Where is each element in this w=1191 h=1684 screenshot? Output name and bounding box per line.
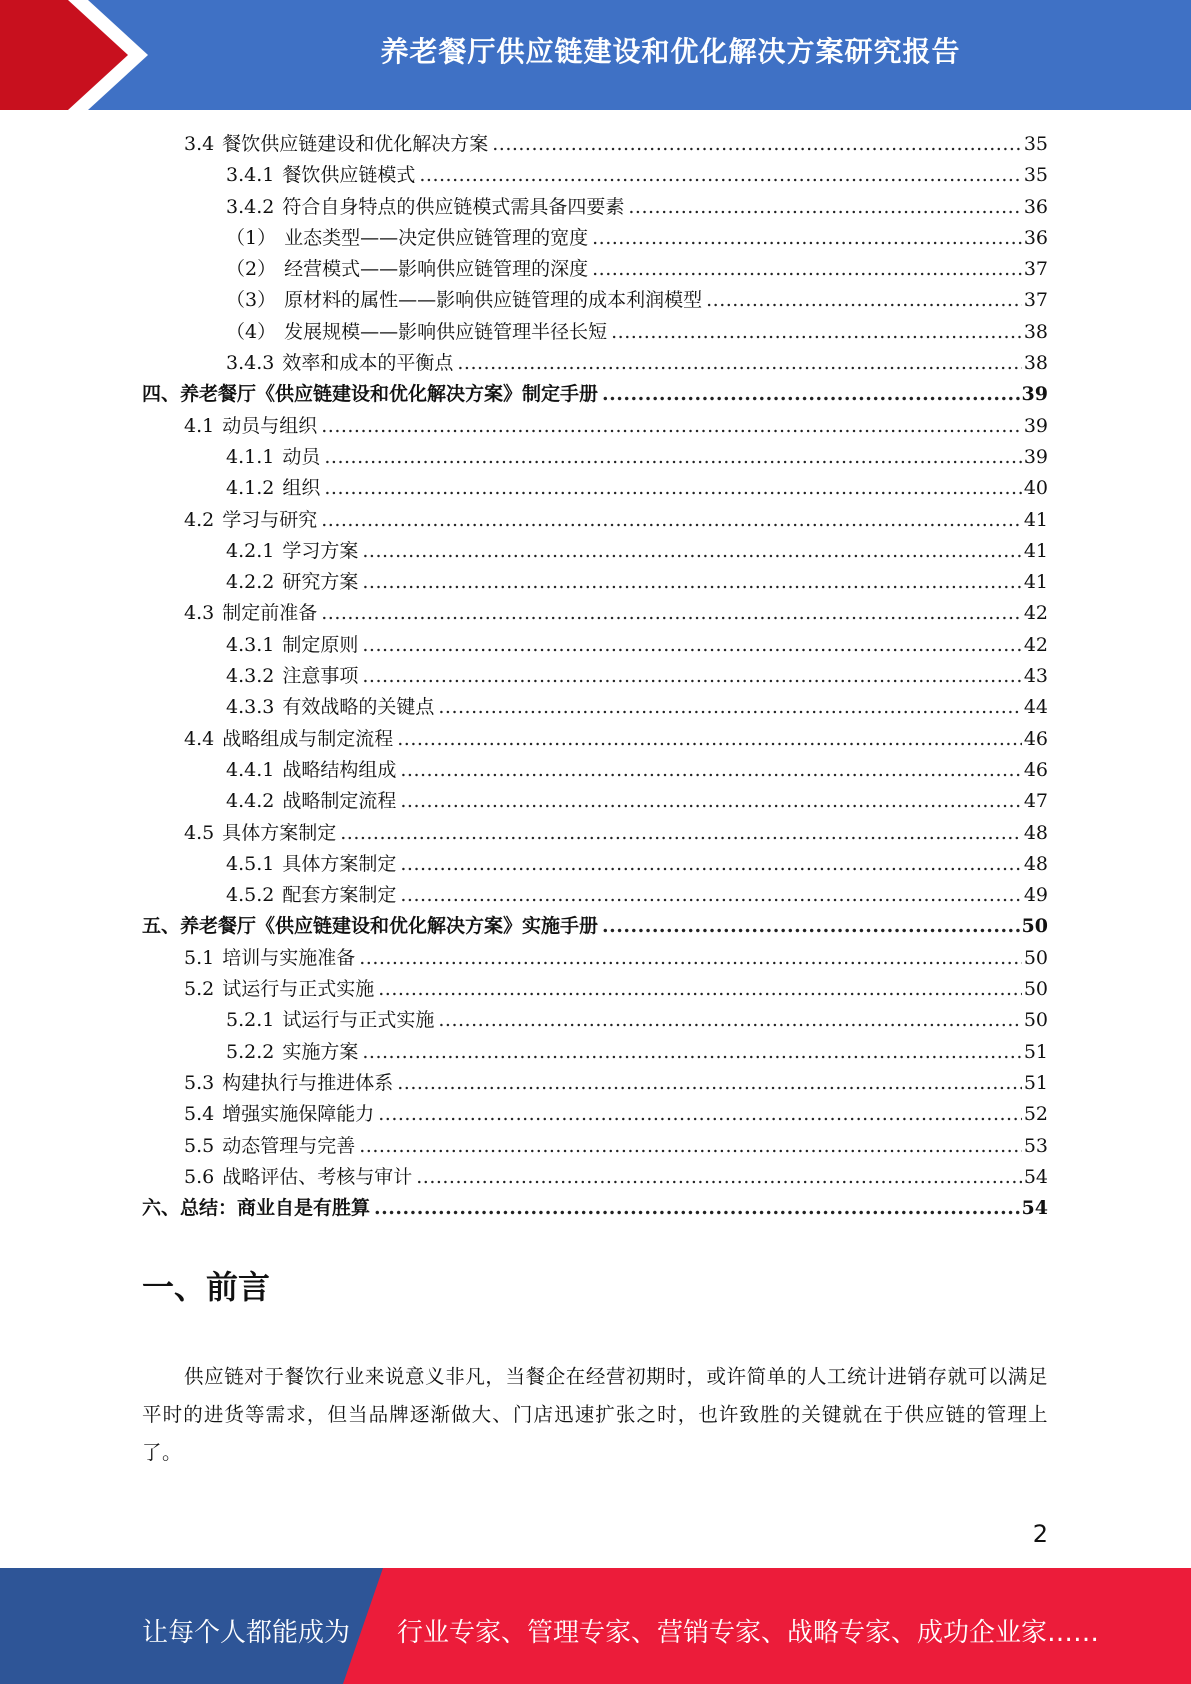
header-arrow-decoration	[0, 0, 150, 110]
toc-entry-page: 44	[1023, 696, 1048, 719]
toc-entry-page: 54	[1021, 1197, 1048, 1220]
toc-dot-leader	[706, 285, 1022, 316]
toc-entry[interactable]	[142, 160, 1048, 191]
toc-entry-page: 47	[1023, 790, 1048, 813]
toc-entry-number: 4.2	[184, 508, 215, 531]
toc-dot-leader	[378, 974, 1022, 1005]
toc-entry-number: 4.5.2	[226, 884, 275, 907]
toc-entry-number: 3.4	[184, 133, 215, 155]
toc-dot-leader	[321, 505, 1022, 536]
toc-entry-page: 39	[1023, 414, 1048, 437]
toc-entry[interactable]	[142, 129, 1048, 160]
toc-dot-leader	[397, 724, 1022, 755]
toc-entry-label: 动态管理与完善	[222, 1134, 356, 1157]
toc-entry-number: 4.3	[184, 602, 215, 625]
toc-entry-page: 40	[1023, 477, 1048, 500]
toc-entry-page: 39	[1023, 445, 1048, 468]
toc-dot-leader	[362, 536, 1021, 567]
table-of-contents	[142, 129, 1048, 1224]
toc-entry[interactable]	[142, 1162, 1048, 1193]
toc-entry-page: 48	[1023, 821, 1048, 844]
toc-dot-leader	[438, 692, 1021, 723]
toc-entry-label: 动员	[282, 445, 321, 468]
toc-dot-leader	[362, 567, 1021, 598]
toc-entry-page: 37	[1023, 289, 1048, 312]
toc-entry-label: 制定原则	[282, 633, 359, 656]
toc-entry[interactable]	[142, 317, 1048, 348]
toc-dot-leader	[611, 317, 1022, 348]
toc-entry[interactable]	[142, 379, 1048, 410]
toc-entry-label: 实施方案	[282, 1040, 359, 1063]
toc-entry[interactable]	[142, 473, 1048, 504]
toc-entry-page: 51	[1023, 1071, 1048, 1094]
toc-entry[interactable]	[142, 598, 1048, 629]
toc-entry-number: 4.5	[184, 821, 215, 844]
toc-entry[interactable]	[142, 880, 1048, 911]
toc-entry-number: 3.4.3	[226, 352, 275, 375]
toc-dot-leader	[359, 1131, 1022, 1162]
toc-entry[interactable]	[142, 1099, 1048, 1130]
toc-entry-number: （3）	[226, 289, 277, 312]
toc-dot-leader	[400, 880, 1021, 911]
toc-entry[interactable]	[142, 1193, 1048, 1224]
toc-entry-number: 5.2.1	[226, 1009, 275, 1032]
toc-entry-number: 3.4.2	[226, 195, 275, 218]
toc-dot-leader	[457, 348, 1021, 379]
toc-entry-page: 35	[1023, 133, 1048, 155]
toc-entry-number: 5.6	[184, 1165, 215, 1188]
toc-dot-leader	[362, 630, 1021, 661]
toc-dot-leader	[321, 598, 1022, 629]
toc-dot-leader	[628, 192, 1021, 223]
toc-entry-label: 五、养老餐厅《供应链建设和优化解决方案》实施手册	[142, 915, 599, 938]
toc-entry-label: 组织	[282, 477, 321, 500]
toc-entry[interactable]	[142, 285, 1048, 316]
toc-entry-number: 4.3.2	[226, 665, 275, 688]
toc-entry-label: 战略组成与制定流程	[222, 727, 394, 750]
toc-entry[interactable]	[142, 254, 1048, 285]
toc-dot-leader	[400, 849, 1021, 880]
toc-entry-page: 50	[1023, 1009, 1048, 1032]
toc-dot-leader	[400, 755, 1021, 786]
toc-entry-page: 54	[1023, 1165, 1048, 1188]
toc-dot-leader	[362, 1037, 1021, 1068]
toc-entry[interactable]	[142, 849, 1048, 880]
toc-dot-leader	[602, 911, 1020, 942]
toc-entry-label: 注意事项	[282, 665, 359, 688]
body-paragraph: 供应链对于餐饮行业来说意义非凡，当餐企在经营初期时，或许简单的人工统计进销存就可以满足平时的进货等需求，但当品牌逐渐做大、门店迅速扩张之时，也许致胜的关键就在于供应链的管理上了。	[142, 1365, 1048, 1464]
toc-entry-label: 具体方案制定	[222, 821, 337, 844]
toc-entry-page: 50	[1023, 946, 1048, 969]
toc-entry-label: 发展规模——影响供应链管理半径长短	[284, 320, 608, 343]
toc-entry-number: 4.1	[184, 414, 215, 437]
toc-entry-number: 4.3.3	[226, 696, 275, 719]
toc-entry[interactable]	[142, 223, 1048, 254]
toc-entry-label: 效率和成本的平衡点	[282, 352, 454, 375]
toc-entry-label: 动员与组织	[222, 414, 318, 437]
toc-entry-page: 38	[1023, 352, 1048, 375]
toc-entry[interactable]	[142, 505, 1048, 536]
toc-entry-label: 餐饮供应链建设和优化解决方案	[222, 133, 489, 155]
toc-entry[interactable]	[142, 411, 1048, 442]
toc-entry-number: （4）	[226, 320, 277, 343]
toc-entry-label: 培训与实施准备	[222, 946, 356, 969]
toc-entry[interactable]	[142, 1005, 1048, 1036]
toc-entry-page: 36	[1023, 195, 1048, 218]
toc-entry[interactable]	[142, 724, 1048, 755]
toc-dot-leader	[416, 1162, 1022, 1193]
toc-entry-page: 52	[1023, 1103, 1048, 1126]
toc-dot-leader	[592, 223, 1022, 254]
toc-entry-label: 具体方案制定	[282, 852, 397, 875]
toc-entry-number: 3.4.1	[226, 164, 275, 187]
toc-entry-page: 48	[1023, 852, 1048, 875]
toc-entry-label: 战略制定流程	[282, 790, 397, 813]
toc-entry-label: 符合自身特点的供应链模式需具备四要素	[282, 195, 625, 218]
toc-entry[interactable]	[142, 943, 1048, 974]
toc-entry-number: 4.3.1	[226, 633, 275, 656]
toc-entry-label: 试运行与正式实施	[282, 1009, 435, 1032]
document-title: 养老餐厅供应链建设和优化解决方案研究报告	[380, 35, 961, 68]
toc-entry[interactable]	[142, 1037, 1048, 1068]
toc-entry-number: 5.2	[184, 978, 215, 1001]
toc-entry-label: 学习方案	[282, 539, 359, 562]
toc-entry[interactable]	[142, 911, 1048, 942]
toc-entry[interactable]	[142, 348, 1048, 379]
toc-dot-leader	[419, 160, 1021, 191]
toc-entry-label: 经营模式——影响供应链管理的深度	[284, 258, 589, 281]
toc-entry-page: 42	[1023, 602, 1048, 625]
toc-entry[interactable]	[142, 1068, 1048, 1099]
toc-entry-number: 4.4.2	[226, 790, 275, 813]
toc-entry[interactable]	[142, 974, 1048, 1005]
toc-entry-page: 36	[1023, 226, 1048, 249]
footer-slogan-left: 让每个人都能成为	[142, 1618, 351, 1648]
toc-entry-number: 4.2.1	[226, 539, 275, 562]
toc-entry-label: 学习与研究	[222, 508, 318, 531]
toc-entry-page: 39	[1021, 383, 1048, 406]
toc-dot-leader	[438, 1005, 1021, 1036]
toc-entry-label: 构建执行与推进体系	[222, 1071, 394, 1094]
toc-entry[interactable]	[142, 755, 1048, 786]
toc-dot-leader	[378, 1099, 1022, 1130]
section-heading: 一、前言	[142, 1268, 271, 1306]
toc-entry[interactable]	[142, 692, 1048, 723]
toc-dot-leader	[321, 411, 1022, 442]
toc-dot-leader	[374, 1193, 1020, 1224]
toc-entry-page: 50	[1023, 978, 1048, 1001]
toc-entry-label: 研究方案	[282, 571, 359, 594]
footer-slogan-right: 行业专家、管理专家、营销专家、战略专家、成功企业家……	[397, 1618, 1100, 1648]
toc-dot-leader	[362, 661, 1021, 692]
toc-dot-leader	[602, 379, 1020, 410]
toc-entry-page: 49	[1023, 884, 1048, 907]
toc-entry-label: 四、养老餐厅《供应链建设和优化解决方案》制定手册	[142, 383, 599, 406]
toc-entry-number: 4.2.2	[226, 571, 275, 594]
toc-entry[interactable]	[142, 536, 1048, 567]
toc-entry-page: 41	[1023, 539, 1048, 562]
toc-entry-label: 餐饮供应链模式	[282, 164, 416, 187]
toc-dot-leader	[397, 1068, 1022, 1099]
toc-entry-number: 5.4	[184, 1103, 215, 1126]
toc-entry-page: 41	[1023, 571, 1048, 594]
toc-dot-leader	[324, 473, 1021, 504]
toc-dot-leader	[492, 129, 1022, 160]
toc-entry[interactable]	[142, 567, 1048, 598]
toc-entry[interactable]	[142, 1131, 1048, 1162]
toc-entry-number: 4.5.1	[226, 852, 275, 875]
toc-entry[interactable]	[142, 786, 1048, 817]
toc-entry-number: 5.3	[184, 1071, 215, 1094]
toc-entry-page: 50	[1021, 915, 1048, 938]
toc-entry-label: 战略结构组成	[282, 758, 397, 781]
toc-entry-label: 试运行与正式实施	[222, 978, 375, 1001]
toc-entry-page: 37	[1023, 258, 1048, 281]
toc-entry-number: 5.1	[184, 946, 215, 969]
toc-entry-number: 5.2.2	[226, 1040, 275, 1063]
toc-entry-page: 53	[1023, 1134, 1048, 1157]
toc-entry-number: （2）	[226, 258, 277, 281]
toc-entry-label: 业态类型——决定供应链管理的宽度	[284, 226, 589, 249]
toc-entry-page: 38	[1023, 320, 1048, 343]
toc-entry-number: 4.1.1	[226, 445, 275, 468]
toc-entry-label: 配套方案制定	[282, 884, 397, 907]
header-band	[0, 0, 1191, 110]
toc-entry-number: （1）	[226, 226, 277, 249]
toc-dot-leader	[359, 943, 1022, 974]
toc-entry-page: 42	[1023, 633, 1048, 656]
toc-dot-leader	[400, 786, 1021, 817]
toc-entry-number: 5.5	[184, 1134, 215, 1157]
toc-entry-page: 51	[1023, 1040, 1048, 1063]
toc-entry-label: 战略评估、考核与审计	[222, 1165, 413, 1188]
toc-entry[interactable]	[142, 630, 1048, 661]
toc-entry-label: 制定前准备	[222, 602, 318, 625]
toc-entry-label: 有效战略的关键点	[282, 696, 435, 719]
toc-entry-page: 35	[1023, 164, 1048, 187]
toc-entry-page: 41	[1023, 508, 1048, 531]
toc-entry-page: 46	[1023, 758, 1048, 781]
toc-dot-leader	[340, 818, 1022, 849]
toc-entry-label: 原材料的属性——影响供应链管理的成本利润模型	[284, 289, 703, 312]
toc-entry-number: 4.4.1	[226, 758, 275, 781]
toc-dot-leader	[324, 442, 1021, 473]
toc-entry-page: 46	[1023, 727, 1048, 750]
toc-entry-number: 4.1.2	[226, 477, 275, 500]
toc-entry[interactable]	[142, 818, 1048, 849]
toc-entry[interactable]	[142, 661, 1048, 692]
toc-entry[interactable]	[142, 442, 1048, 473]
page-number: 2	[1032, 1520, 1048, 1548]
toc-entry-label: 六、总结：商业自是有胜算	[142, 1197, 371, 1220]
toc-entry-number: 4.4	[184, 727, 215, 750]
toc-entry[interactable]	[142, 192, 1048, 223]
toc-dot-leader	[592, 254, 1022, 285]
toc-entry-label: 增强实施保障能力	[222, 1103, 375, 1126]
toc-entry-page: 43	[1023, 665, 1048, 688]
